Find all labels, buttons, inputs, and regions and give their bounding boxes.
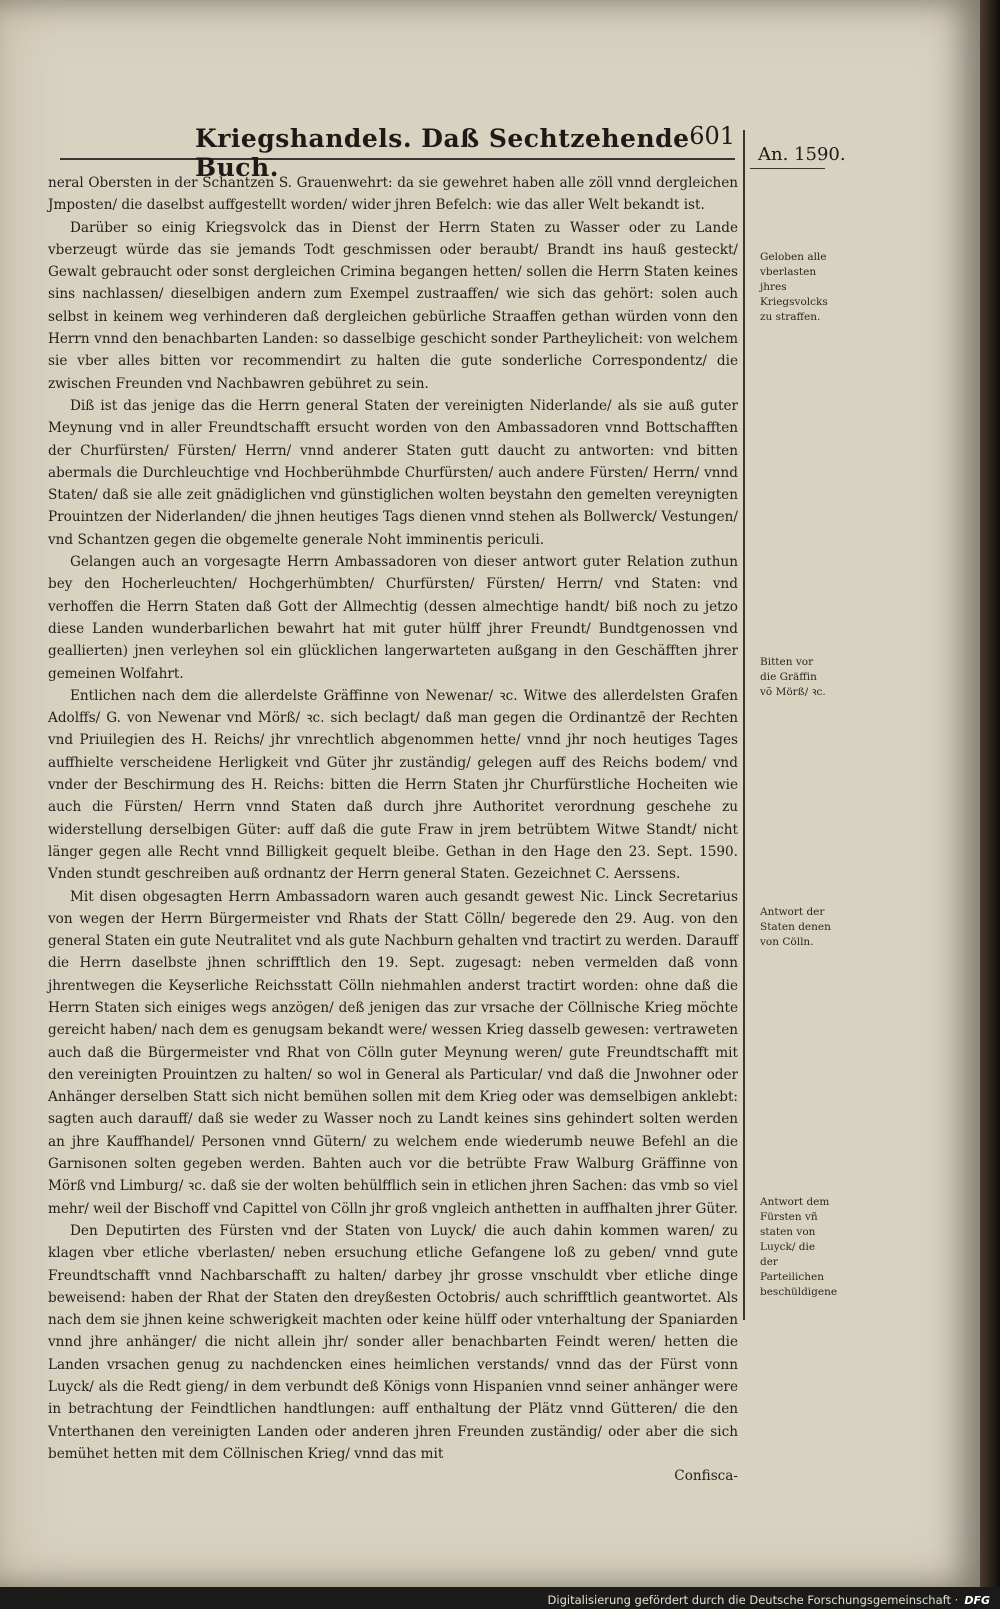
marginal-note: Bitten vor die Gräffin võ Mörß/ ꝛc. <box>760 656 826 698</box>
paragraph: Diß ist das jenige das die Herrn general Staten der vereinigten Niderlande/ als sie auß guter Meynung vnd in aller Freundtschafft ersucht worden von den Ambassadoren vnnd Bottschafften der Churfürsten/ Fürsten/ Herrn/ vnnd anderer Staten gutt daucht zu antworten: vnd bitten abermals die Durchleuchtige vnd Hochberühmbde Churfürsten/ auch andere Fürsten/ Herrn/ vnnd Staten/ daß sie alle zeit gnädiglichen vnd günstiglichen wolten beystahn den gemelten vereynigten Prouintzen der Niderlanden/ die jhnen heutiges Tags dienen vnnd stehen als Bollwerck/ Vestungen/ vnd Schantzen gegen die obgemelte generale Noht imminentis periculi. <box>48 397 738 548</box>
page-number: 601 <box>689 122 735 150</box>
marginal-note: Antwort der Staten denen von Cölln. <box>760 906 831 948</box>
digitization-credit <box>548 1593 992 1607</box>
credit-text: Digitalisierung gefördert durch die Deutsche Forschungsgemeinschaft · <box>547 1593 959 1607</box>
paragraph: Mit disen obgesagten Herrn Ambassadorn waren auch gesandt gewest Nic. Linck Secretarius von wegen der Herrn Bürgermeister vnd Rhats der Statt Cölln/ begerede den 29. Aug. von den general Staten ein gute Neutralitet vnd als gute Nachburn gehalten vnd tractirt zu werden. Darauff die Herrn daselbste jhnen schrifftlich den 19. Sept. zugesagt: neben vermelden daß vonn jhrentwegen die Keyserliche Reichsstatt Cölln niehmahlen anderst tractirt worden: ohne daß die Herrn Staten sich einiges wegs anzögen/ deß jenigen das zur vrsache der Cöllnische Krieg möchte gereicht haben/ nach dem es genugsam bekandt were/ wessen Krieg dasselb gewesen: vertraweten auch daß die Bürgermeister vnd Rhat von Cölln guter Meynung weren/ gute Freundtschafft mit den vereinigten Prouintzen zu halten/ so wol in General als Particular/ vnd daß die Jnwohner oder Anhänger derselben Statt sich nicht bemühen sollen mit dem Krieg oder was demselbigen anklebt: sagten auch darauff/ daß sie weder zu Wasser noch zu Landt keines sins gehindert solten werden an jhre Kauffhandel/ Personen vnnd Gütern/ zu welchem ende wiederumb neuwe Befehl an die Garnisonen solten gegeben werden. Bahten auch vor die betrübte Fraw Walburg Gräffinne von Mörß vnd Limburg/ ꝛc. daß sie der wolten behülfflich sein in etlichen jhren Sachen: das vmb so viel mehr/ weil der Bischoff vnd Capittel von Cölln jhr groß vngleich anthetten in auffhalten jhrer Güter. <box>48 888 739 1217</box>
year-marker: An. 1590. <box>758 144 846 165</box>
paragraph: Darüber so einig Kriegsvolck das in Dienst der Herrn Staten zu Wasser oder zu Lande vberzeugt würde das sie jemands Todt geschmissen oder beraubt/ Brandt ins hauß gesteckt/ Gewalt gebraucht oder sonst dergleichen Crimina begangen hetten/ sollen die Herrn Staten keines sins nachlassen/ dieselbigen andern zum Exempel zustraaffen/ wie sich das gehört: solen auch selbst in keinem weg verhinderen daß dergleichen gebürliche Straaffen gethan würden vonn den Herrn vnnd den benachbarten Landen: so dasselbige geschicht sonder Partheylicheit: von welchem sie vber alles bitten vor recommendirt zu halten die gute sonderliche Correspondentz/ die zwischen Freunden vnd Nachbawren gebühret zu sein. <box>48 219 738 392</box>
header-title: Kriegshandels. Daß Sechtzehende Buch. <box>195 124 690 182</box>
catchword: Confisca- <box>674 1468 738 1485</box>
paragraph: Gelangen auch an vorgesagte Herrn Ambassadoren von dieser antwort guter Relation zuthun bey den Hocherleuchten/ Hochgerhümbten/ Churfürsten/ Fürsten/ Herrn/ vnd Staten: vnd verhoffen die Herrn Staten daß Gott der Allmechtig (dessen almechtige handt/ biß noch zu jetzo diese Landen wunderbarlichen bewahrt hat mit guter hülff jhrer Freundt/ Bundtgenossen vnd geallierten) jnen verleyhen sol ein glücklichen langerwarteten außgang in den Geschäfften jhrer gemeinen Wolfahrt. <box>48 554 738 682</box>
marginal-note: Antwort dem Fürsten vñ staten von Luyck/ die der Parteilichen beschüldigene <box>760 1196 838 1298</box>
paragraph: Den Deputirten des Fürsten vnd der Staten von Luyck/ die auch dahin kommen waren/ zu klagen vber etliche vberlasten/ neben ersuchung etliche Gefangene loß zu geben/ vnnd gute Freundtschafft vnnd Nachbarschafft zu halten/ darbey jhr grosse vnschuldt vber etliche dinge beweisend: haben der Rhat der Staten den dreyßesten Octobris/ auch schrifftlich geantwortet. Als nach dem sie jhnen keine schwerigkeit machten oder keine hülff oder vnterhaltung der Spaniarden vnnd jhre anhänger/ die nicht allein jhr/ sonder aller benachbarten Feindt weren/ hetten die Landen vrsachen genug zu nachdencken eines heimlichen verstands/ vnnd das der Fürst vonn Luyck/ als die Redt gieng/ in dem verbundt deß Königs vonn Hispanien vnnd seiner anhänger were in betrachtung der Feindtlichen handtlungen: auff enthaltung der Plätz vnnd Gütteren/ die den Vnterthanen den vereinigten Landen oder anderen jhren Freunden zuständig/ oder aber die sich bemühet hetten mit dem Cöllnischen Krieg/ vnnd das mit <box>48 1222 738 1462</box>
year-divider <box>750 168 825 169</box>
margin-divider <box>743 130 745 1320</box>
main-text-column <box>48 172 738 1488</box>
dfg-logo: DFG <box>964 1594 990 1607</box>
paragraph: Entlichen nach dem die allerdelste Gräffinne von Newenar/ ꝛc. Witwe des allerdelsten Grafen Adolffs/ G. von Newenar vnd Mörß/ ꝛc. sich beclagt/ daß man gegen die Ordinantzē der Rechten vnd Priuilegien des H. Reichs/ jhr vnrechtlich abgenommen hette/ vnnd jhr noch heutiges Tages auffhielte verscheidene Herligkeit vnd Güter jhr zuständig/ gelegen auff des Reichs bodem/ vnd vnder der Beschirmung des H. Reichs: bitten die Herrn Staten jhr Churfürstliche Hocheiten wie auch die Fürsten/ Herrn vnnd Staten daß durch jhre Authoritet verordnung geschehe zu widerstellung derselbigen Güter: auff daß die gute Fraw in jrem betrübtem Witwe Standt/ nicht länger gegen alle Recht vnnd Billigkeit gequelt bleibe. Gethan in den Hage den 23. Sept. 1590. Vnden stundt geschreiben auß ordnantz der Herrn general Staten. Gezeichnet C. Aerssens. <box>48 687 738 883</box>
marginal-note: Geloben alle vberlasten jhres Kriegsvolcks zu straffen. <box>760 251 828 323</box>
running-header <box>60 118 735 182</box>
paragraph: neral Obersten in der Schantzen S. Grauenwehrt: da sie gewehret haben alle zöll vnnd dergleichen Jmposten/ die daselbst auffgestellt worden/ wider jhren Befelch: wie das aller Welt bekandt ist. <box>48 175 738 214</box>
page-edge-shadow <box>980 0 1000 1587</box>
